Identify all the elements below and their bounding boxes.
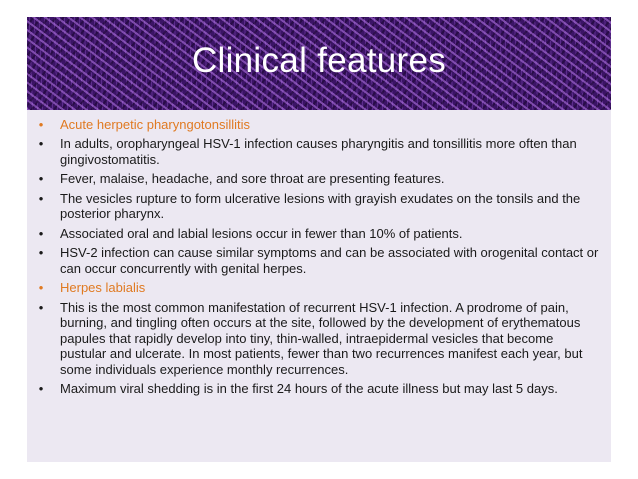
bullet-icon: • <box>38 280 44 296</box>
list-item <box>33 300 603 378</box>
slide-title: Clinical features <box>191 41 447 80</box>
list-item <box>33 381 603 397</box>
bullet-icon: • <box>38 381 44 397</box>
bullet-icon: • <box>38 117 44 132</box>
subheading-herpes-labialis: Herpes labialis <box>60 280 146 296</box>
title-band <box>27 17 611 110</box>
bullet-icon: • <box>38 136 44 152</box>
list-item-text: This is the most common manifestation of recurrent HSV-1 infection. A prodrome of pain, burning, and tingling often occurs at the site, followed by the development of erythematous papules that rapidly develop into tiny, thin-walled, intraepidermal vesicles that become pustular and ulcerate. In most patients, fewer than two recurrences manifest each year, but some individuals experience monthly recurrences. <box>60 299 583 377</box>
list-item <box>33 280 603 296</box>
list-item-text: The vesicles rupture to form ulcerative lesions with grayish exudates on the tonsils and the posterior pharynx. <box>60 190 581 222</box>
list-item <box>33 136 603 167</box>
slide <box>27 17 611 462</box>
list-item-text: HSV-2 infection can cause similar symptoms and can be associated with orogenital contact or can occur concurrently with genital herpes. <box>60 245 599 276</box>
list-item-text: Maximum viral shedding is in the first 24 hours of the acute illness but may last 5 days. <box>60 381 558 397</box>
bullet-icon: • <box>38 171 44 187</box>
list-item-text: Associated oral and labial lesions occur in fewer than 10% of patients. <box>60 225 463 241</box>
bullet-icon: • <box>38 245 44 261</box>
list-item <box>33 245 603 276</box>
list-item <box>33 117 603 133</box>
bullet-icon: • <box>38 299 44 315</box>
list-item <box>33 226 603 242</box>
list-item-text: In adults, oropharyngeal HSV-1 infection causes pharyngitis and tonsillitis more often than gingivostomatitis. <box>60 136 577 167</box>
list-item <box>33 191 603 222</box>
subheading-acute-herpetic-pharyngotonsillitis: Acute herpetic pharyngotonsillitis <box>60 117 251 132</box>
list-item <box>33 171 603 187</box>
bullet-list <box>33 117 603 401</box>
bullet-icon: • <box>38 190 44 206</box>
list-item-text: Fever, malaise, headache, and sore throat are presenting features. <box>60 171 445 187</box>
bullet-icon: • <box>38 225 44 241</box>
